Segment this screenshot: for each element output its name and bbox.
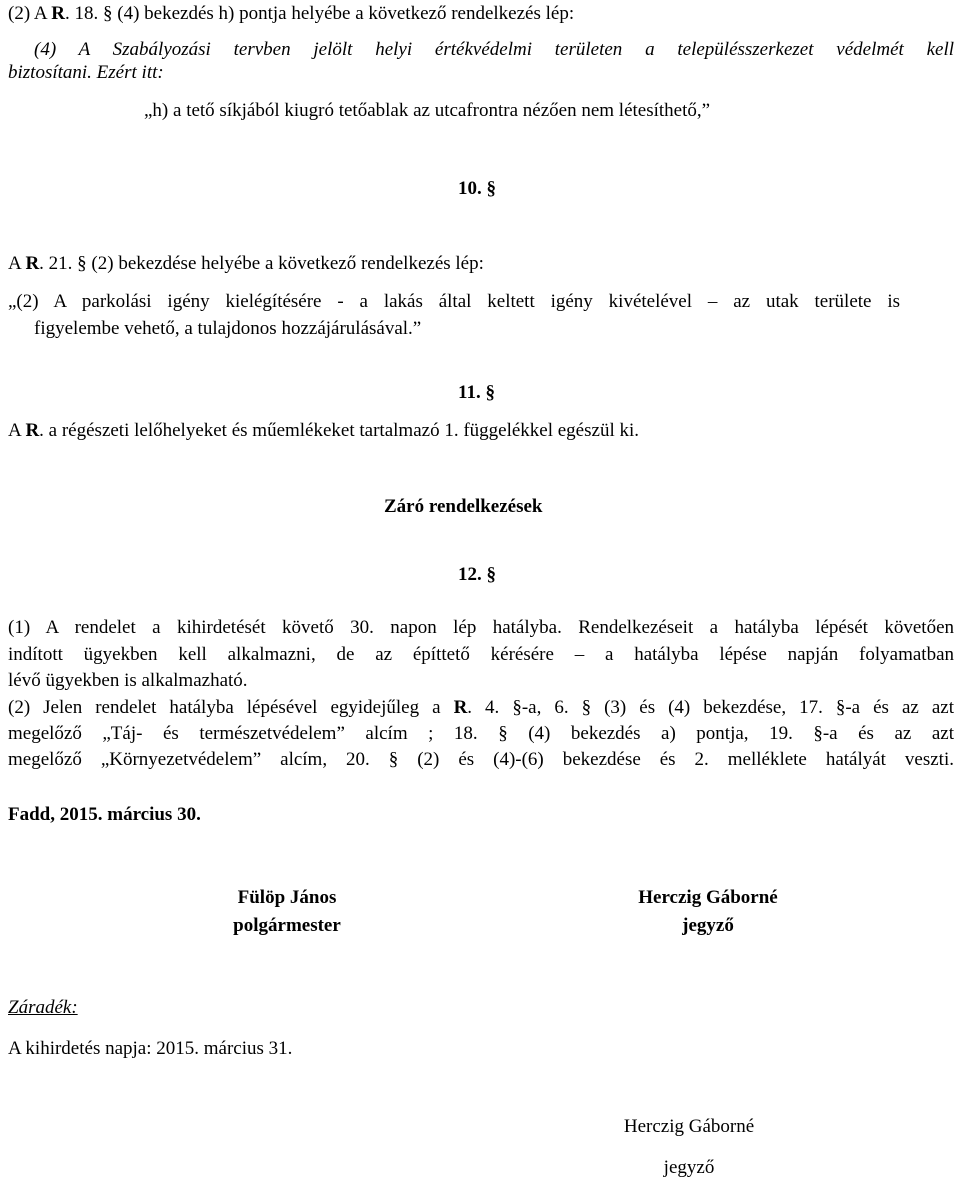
clause-signer-name: Herczig Gáborné xyxy=(623,1116,755,1137)
signature-right-name: Herczig Gáborné xyxy=(638,887,778,908)
sec10-intro-post: . 21. § (2) bekezdése helyébe a következő rendelkezés lép: xyxy=(39,253,484,274)
sec9-intro-pre: (2) A xyxy=(8,3,52,24)
regulation-abbrev: R xyxy=(25,253,40,274)
clause-text: A kihirdetés napja: 2015. március 31. xyxy=(8,1038,293,1059)
sec10-quote-line2: figyelembe vehető, a tulajdonos hozzájárulásával.” xyxy=(34,318,422,339)
sec11-text-post: . a régészeti lelőhelyeket és műemlékeket tartalmazó 1. függelékkel egészül ki. xyxy=(39,420,639,441)
place-date: Fadd, 2015. március 30. xyxy=(8,804,201,825)
sec9-quote-line1: (4) A Szabályozási tervben jelölt helyi értékvédelmi területen a településszerkezet védelmét kell xyxy=(34,39,954,60)
sec12-heading: 12. § xyxy=(458,564,496,585)
clause-signer-title: jegyző xyxy=(663,1157,715,1178)
sec10-intro xyxy=(8,253,484,275)
closing-p2-post: . 4. §-a, 6. § (3) és (4) bekezdése, 17. §-a és az azt xyxy=(467,697,954,718)
sec10-quote-line1: „(2) A parkolási igény kielégítésére - a lakás által keltett igény kivételével – az utak területe is xyxy=(8,291,900,312)
closing-title: Záró rendelkezések xyxy=(384,496,543,517)
closing-p2-pre: (2) Jelen rendelet hatályba lépésével egyidejűleg a xyxy=(8,697,454,718)
closing-p2-line1 xyxy=(8,697,954,719)
sec9-intro-post: . 18. § (4) bekezdés h) pontja helyébe a következő rendelkezés lép: xyxy=(65,3,575,24)
sec11-heading: 11. § xyxy=(458,382,495,403)
signature-right-title: jegyző xyxy=(682,915,734,936)
sec9-quote-line2: biztosítani. Ezért itt: xyxy=(8,62,164,83)
sec10-intro-pre: A xyxy=(8,253,26,274)
closing-p1-line3: lévő ügyekben is alkalmazható. xyxy=(8,670,248,691)
closing-p1-line2: indított ügyekben kell alkalmazni, de az építtető kérésére – a hatályba lépése napján folyamatban xyxy=(8,644,954,665)
closing-p1-line1: (1) A rendelet a kihirdetését követő 30. napon lép hatályba. Rendelkezéseit a hatályba lépését követően xyxy=(8,617,954,638)
regulation-abbrev: R xyxy=(51,3,66,24)
signature-left-name: Fülöp János xyxy=(237,887,337,908)
sec11-text-pre: A xyxy=(8,420,26,441)
clause-label: Záradék: xyxy=(8,997,78,1018)
regulation-abbrev: R xyxy=(453,697,468,718)
signature-left-title: polgármester xyxy=(233,915,341,936)
sec9-quote-h: „h) a tető síkjából kiugró tetőablak az utcafrontra nézően nem létesíthető,” xyxy=(144,100,711,121)
regulation-abbrev: R xyxy=(25,420,40,441)
closing-p2-line2: megelőző „Táj- és természetvédelem” alcím ; 18. § (4) bekezdés a) pontja, 19. §-a és az azt xyxy=(8,723,954,744)
closing-p2-line3: megelőző „Környezetvédelem” alcím, 20. § (2) és (4)-(6) bekezdése és 2. melléklete hatályát veszti. xyxy=(8,749,954,770)
sec11-text xyxy=(8,420,639,442)
sec10-heading: 10. § xyxy=(458,178,496,199)
sec9-intro xyxy=(8,3,574,25)
